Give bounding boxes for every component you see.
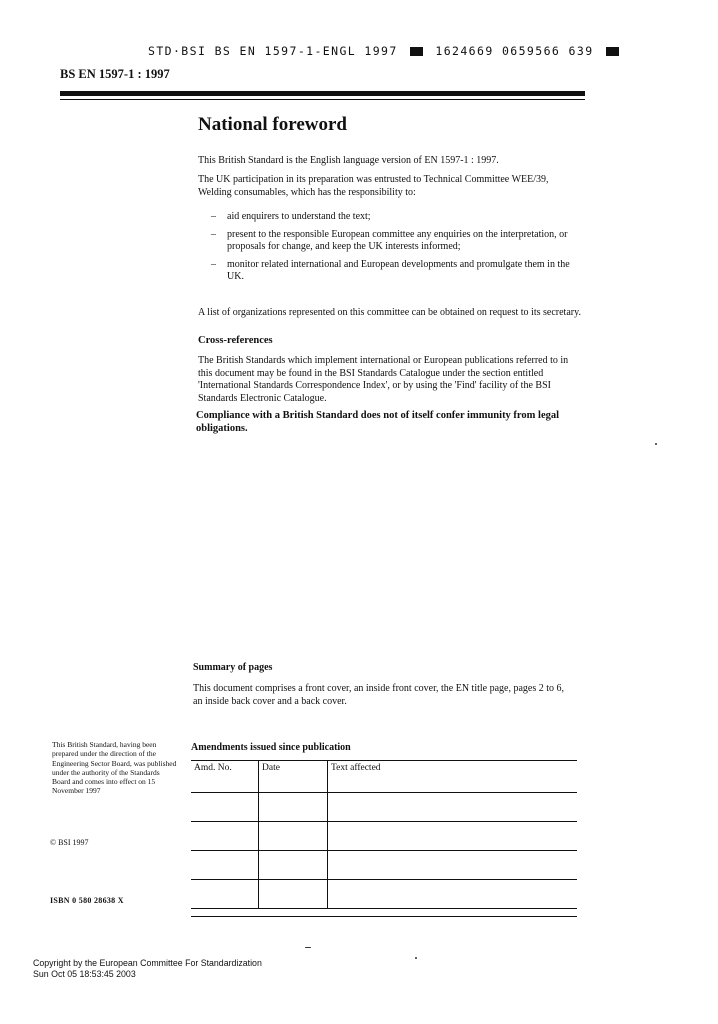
- isbn-number: ISBN 0 580 28638 X: [50, 896, 124, 905]
- column-header-amd-no: Amd. No.: [191, 761, 259, 793]
- footer-copyright-line: Copyright by the European Committee For Standardization: [33, 958, 262, 968]
- table-row: [191, 880, 577, 909]
- table-cell: [191, 880, 259, 909]
- table-row: [191, 822, 577, 851]
- copyright-footer: [33, 958, 262, 980]
- scan-speck: [305, 947, 311, 948]
- list-item: – present to the responsible European committee any enquiries on the interpretation, or proposals for change, and keep the UK interests informed;: [211, 228, 568, 252]
- publication-note: This British Standard, having been prepared under the direction of the Engineering Sector Board, was published under the authority of the Standards Board and comes into effect on 15 November 1997: [52, 740, 177, 796]
- column-header-date: Date: [259, 761, 328, 793]
- document-code-number: 1624669 0659566 639: [435, 44, 594, 58]
- table-cell: [259, 793, 328, 822]
- copyright-notice: © BSI 1997: [50, 838, 89, 847]
- header-divider-thin: [60, 99, 585, 100]
- cross-references-heading: Cross-references: [198, 335, 273, 346]
- scan-speck: [415, 957, 417, 959]
- table-cell: [328, 793, 578, 822]
- table-cell: [328, 851, 578, 880]
- barcode-block: [606, 47, 619, 56]
- paragraph-committee: The UK participation in its preparation was entrusted to Technical Committee WEE/39, Welding consumables, which has the responsibility to:: [198, 174, 549, 198]
- scan-speck: [655, 443, 657, 445]
- barcode-block: [410, 47, 423, 56]
- document-reference: BS EN 1597-1 : 1997: [60, 67, 170, 81]
- table-cell: [259, 880, 328, 909]
- table-header-row: [191, 761, 577, 793]
- table-cell: [328, 880, 578, 909]
- table-row: [191, 793, 577, 822]
- responsibility-list: [198, 211, 583, 289]
- footer-timestamp: Sun Oct 05 18:53:45 2003: [33, 969, 136, 979]
- table-cell: [259, 851, 328, 880]
- summary-heading: Summary of pages: [193, 662, 273, 673]
- table-row: [191, 851, 577, 880]
- list-item-text: monitor related international and European developments and promulgate them in the UK.: [227, 258, 570, 282]
- table-cell: [328, 822, 578, 851]
- column-header-text-affected: Text affected: [328, 761, 578, 793]
- page-title: National foreword: [198, 114, 347, 135]
- paragraph-organizations: A list of organizations represented on this committee can be obtained on request to its secretary.: [198, 307, 581, 318]
- paragraph-cross-references: The British Standards which implement international or European publications referred to in this document may be found in the BSI Standards Catalogue under the section entitled 'International Standards Correspondence Index', or by using the 'Find' facility of the BSI Standards Electronic Catalogue.: [198, 355, 569, 404]
- table-cell: [191, 822, 259, 851]
- list-item: – monitor related international and European developments and promulgate them in the UK.: [211, 258, 570, 282]
- list-item: – aid enquirers to understand the text;: [211, 211, 371, 222]
- document-code-line: [148, 44, 623, 58]
- header-divider-thick: [60, 91, 585, 96]
- document-code: STD·BSI BS EN 1597-1-ENGL 1997: [148, 44, 398, 58]
- summary-text: This document comprises a front cover, an inside front cover, the EN title page, pages 2 to 6, an inside back cover and a back cover.: [193, 683, 565, 707]
- amendments-heading: Amendments issued since publication: [191, 742, 351, 753]
- amendments-table: [191, 760, 577, 909]
- list-item-text: aid enquirers to understand the text;: [227, 211, 371, 222]
- paragraph-language-version: This British Standard is the English language version of EN 1597-1 : 1997.: [198, 155, 499, 166]
- compliance-statement: Compliance with a British Standard does not of itself confer immunity from legal obligations.: [196, 410, 560, 434]
- table-cell: [191, 793, 259, 822]
- table-bottom-rule: [191, 916, 577, 917]
- table-cell: [191, 851, 259, 880]
- list-item-text: present to the responsible European committee any enquiries on the interpretation, or proposals for change, and keep the UK interests informed;: [227, 228, 568, 252]
- table-cell: [259, 822, 328, 851]
